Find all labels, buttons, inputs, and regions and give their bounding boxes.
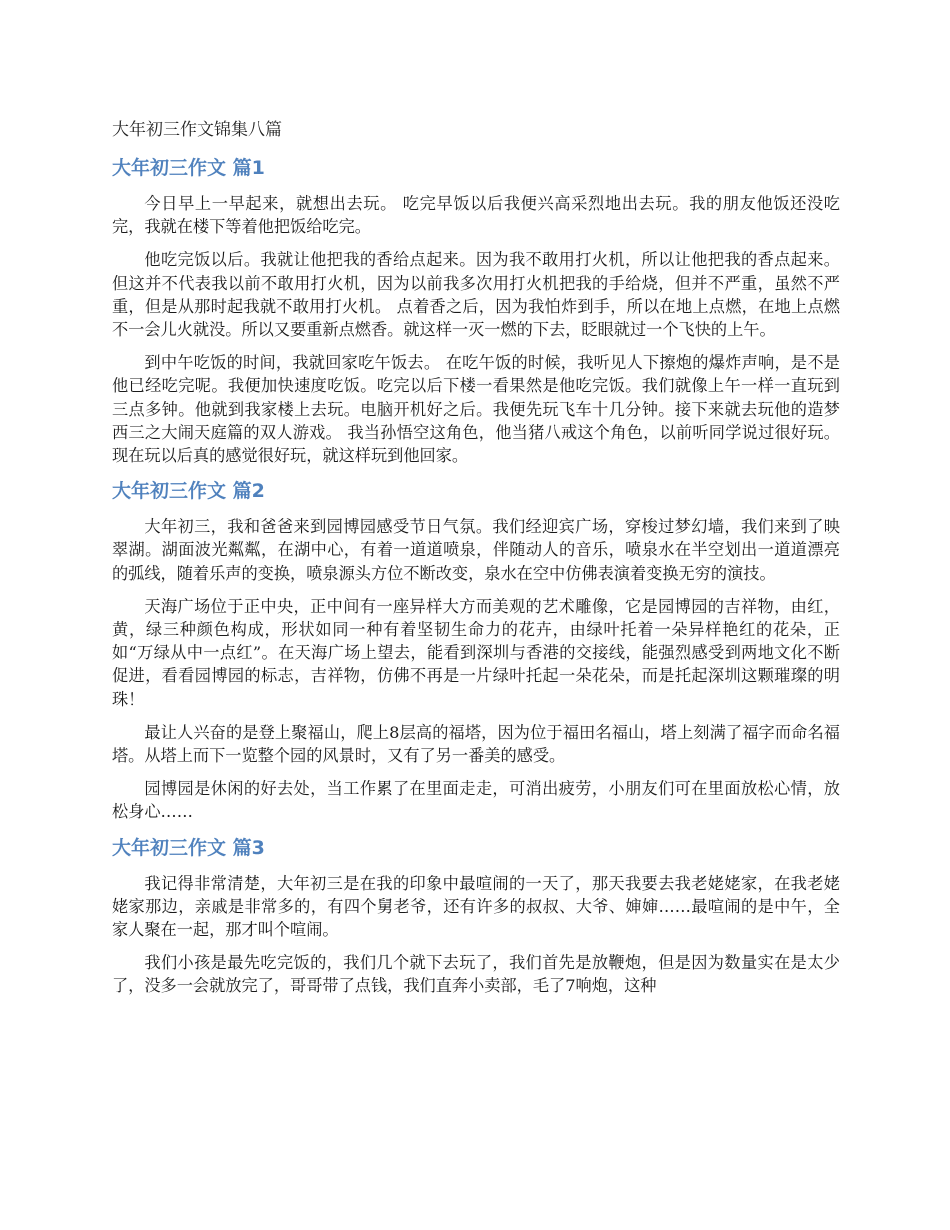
section-3 [112, 834, 840, 998]
document-page [112, 118, 840, 1008]
section-heading: 大年初三作文 篇1 [112, 157, 265, 179]
paragraph: 他吃完饭以后。我就让他把我的香给点起来。因为我不敢用打火机，所以让他把我的香点起来。但这并不代表我以前不敢用打火机，因为以前我多次用打火机把我的手给烧，但并不严重，虽然不严重，但是从那时起我就不敢用打火机。 点着香之后，因为我怕炸到手，所以在地上点燃，在地上点燃不一会儿火就没。所以又要重新点燃香。就这样一灭一燃的下去，眨眼就过一个飞快的上午。 [112, 250, 840, 340]
paragraph: 到中午吃饭的时间，我就回家吃午饭去。 在吃午饭的时候，我听见人下擦炮的爆炸声响，是不是他已经吃完呢。我便加快速度吃饭。吃完以后下楼一看果然是他吃完饭。我们就像上午一样一直玩到三点多钟。他就到我家楼上去玩。电脑开机好之后。我便先玩飞车十几分钟。接下来就去玩他的造梦西三之大闹天庭篇的双人游戏。 我当孙悟空这角色，他当猪八戒这个角色，以前听同学说过很好玩。现在玩以后真的感觉很好玩，就这样玩到他回家。 [112, 353, 840, 466]
paragraph: 今日早上一早起来，就想出去玩。 吃完早饭以后我便兴高采烈地出去玩。我的朋友他饭还没吃完，我就在楼下等着他把饭给吃完。 [112, 194, 840, 237]
section-1 [112, 154, 840, 467]
section-heading: 大年初三作文 篇3 [112, 836, 265, 859]
paragraph: 我们小孩是最先吃完饭的，我们几个就下去玩了，我们首先是放鞭炮，但是因为数量实在是太少了，没多一会就放完了，哥哥带了点钱，我们直奔小卖部，毛了7响炮，这种 [112, 953, 840, 996]
section-heading: 大年初三作文 篇2 [112, 480, 265, 503]
paragraph: 园博园是休闲的好去处，当工作累了在里面走走，可消出疲劳，小朋友们可在里面放松心情，放松身心…… [112, 779, 840, 822]
section-2 [112, 477, 840, 823]
paragraph: 大年初三，我和爸爸来到园博园感受节日气氛。我们经迎宾广场，穿梭过梦幻墙，我们来到了映翠湖。湖面波光粼粼，在湖中心，有着一道道喷泉，伴随动人的音乐，喷泉水在半空划出一道道漂亮的弧线，随着乐声的变换，喷泉源头方位不断改变，泉水在空中仿佛表演着变换无穷的演技。 [112, 517, 840, 583]
paragraph: 最让人兴奋的是登上聚福山，爬上8层高的福塔，因为位于福田名福山，塔上刻满了福字而命名福塔。从塔上而下一览整个园的风景时，又有了另一番美的感受。 [112, 722, 840, 766]
document-title: 大年初三作文锦集八篇 [112, 120, 282, 140]
paragraph: 我记得非常清楚，大年初三是在我的印象中最喧闹的一天了，那天我要去我老姥姥家，在我老姥姥家那边，亲戚是非常多的，有四个舅老爷，还有许多的叔叔、大爷、婶婶……最喧闹的是中午，全家人聚在一起，那才叫个喧闹。 [112, 873, 840, 940]
paragraph: 天海广场位于正中央，正中间有一座异样大方而美观的艺术雕像，它是园博园的吉祥物，由红，黄，绿三种颜色构成，形状如同一种有着坚韧生命力的花卉，由绿叶托着一朵异样艳红的花朵，正如“万绿从中一点红”。在天海广场上望去，能看到深圳与香港的交接线，能强烈感受到两地文化不断促进，看看园博园的标志，吉祥物，仿佛不再是一片绿叶托起一朵花朵，而是托起深圳这颗璀璨的明珠！ [112, 596, 840, 709]
